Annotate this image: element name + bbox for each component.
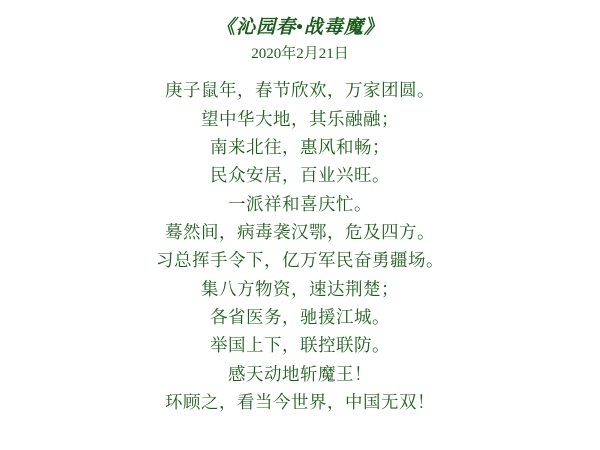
page-title: 《沁园春•战毒魔》 — [216, 17, 384, 38]
poem-line: 蓦然间，病毒袭汉鄂，危及四方。 — [165, 221, 435, 242]
poem-body — [0, 76, 600, 416]
poem-line: 举国上下，联控联防。 — [210, 335, 390, 356]
poem-line: 一派祥和喜庆忙。 — [228, 193, 372, 214]
poem-line: 南来北往，惠风和畅； — [210, 136, 390, 157]
poem-line: 感天动地斩魔王！ — [228, 363, 372, 384]
poem-line: 各省医务，驰援江城。 — [210, 306, 390, 327]
poem-line: 集八方物资，速达荆楚； — [201, 278, 399, 299]
poem-date: 2020年2月21日 — [251, 45, 349, 62]
poem-line: 望中华大地，其乐融融； — [201, 108, 399, 129]
poem-line: 环顾之，看当今世界，中国无双！ — [165, 391, 435, 412]
poem-line: 民众安居，百业兴旺。 — [210, 165, 390, 186]
poem-line: 习总挥手令下，亿万军民奋勇疆场。 — [156, 250, 444, 271]
poem-line: 庚子鼠年，春节欣欢，万家团圆。 — [165, 80, 435, 101]
